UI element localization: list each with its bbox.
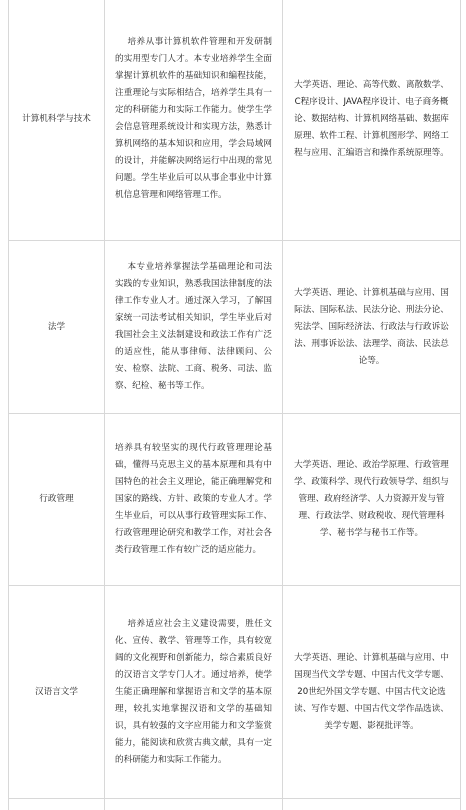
- empty-cell: [105, 799, 283, 810]
- training-goal: 本专业培养掌握法学基础理论和司法实践的专业知识，熟悉我国法律制度的法律工作专业人才。通过深入学习，了解国家统一司法考试相关知识，学生毕业后对我国社会主义法制建设和政法工作有广泛的适应性，能从事律师、法律顾问、公安、检察、法院、工商、税务、司法、监察、纪检、秘书等工作。: [105, 241, 283, 414]
- main-courses: 大学英语、理论、计算机基础与应用、中国现当代文学专题、中国古代文学专题、20世纪外国文学专题、中国古代文论选读、写作专题、中国古代文学作品选读、美学专题、影视批评等。: [283, 586, 461, 799]
- main-courses: 大学英语、理论、高等代数、离散数学、C程序设计、JAVA程序设计、电子商务概论、数据结构、计算机网络基础、数据库原理、软件工程、计算机图形学、网络工程与应用、汇编语言和操作系统原理等。: [283, 0, 461, 241]
- table-row: [9, 799, 461, 810]
- major-name: 计算机科学与技术: [9, 0, 105, 241]
- empty-cell: [9, 799, 105, 810]
- training-goal: 培养具有较坚实的现代行政管理理论基础，懂得马克思主义的基本原理和具有中国特色的社会主义理论，能正确理解党和国家的路线、方针、政策的专业人才。学生毕业后，可以从事行政管理实际工作、行政管理理论研究和教学工作，对社会各类行政管理工作有较广泛的适应能力。: [105, 414, 283, 586]
- table-row: [9, 586, 461, 799]
- major-name: 法学: [9, 241, 105, 414]
- table-row: [9, 241, 461, 414]
- major-name: 行政管理: [9, 414, 105, 586]
- table-row: [9, 0, 461, 241]
- majors-table: [8, 0, 461, 810]
- main-courses: 大学英语、理论、政治学原理、行政管理学、政策科学、现代行政领导学、组织与管理、政府经济学、人力资源开发与管理、行政法学、财政税收、现代管理科学、秘书学与秘书工作等。: [283, 414, 461, 586]
- training-goal: 培养从事计算机软件管理和开发研制的实用型专门人才。本专业培养学生全面掌握计算机软件的基础知识和编程技能，注重理论与实际相结合，培养学生具有一定的科研能力和实际工作能力。使学生学会信息管理系统设计和实现方法，熟悉计算机网络的基本知识和应用，学会局域网的设计，并能解决网络运行中出现的常见问题。学生毕业后可以从事企事业中计算机信息管理和网络管理工作。: [105, 0, 283, 241]
- main-courses: 大学英语、理论、计算机基础与应用、国际法、国际私法、民法分论、刑法分论、宪法学、国际经济法、行政法与行政诉讼法、刑事诉讼法、法理学、商法、民法总论等。: [283, 241, 461, 414]
- training-goal: 培养适应社会主义建设需要，胜任文化、宣传、教学、管理等工作，具有较宽阔的文化视野和创新能力，综合素质良好的汉语言文学专门人才。通过培养，使学生能正确理解和掌握语言和文学的基本原理，较扎实地掌握汉语和文学的基础知识，具有较强的文字应用能力和文学鉴赏能力，能阅读和欣赏古典文献，具有一定的科研能力和实际工作能力。: [105, 586, 283, 799]
- empty-cell: [283, 799, 461, 810]
- table-row: [9, 414, 461, 586]
- major-name: 汉语言文学: [9, 586, 105, 799]
